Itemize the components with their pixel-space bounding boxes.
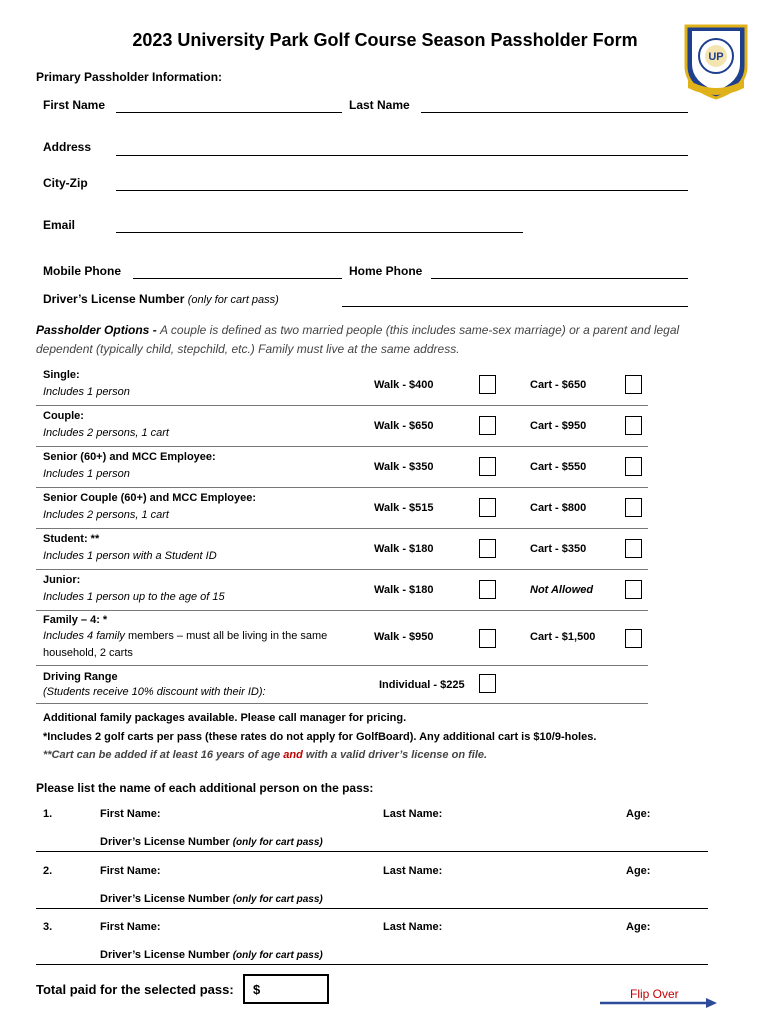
options-description (36, 323, 736, 337)
family-sub (43, 630, 327, 642)
person-number: 3. (43, 921, 53, 933)
person-age-label: Age: (626, 921, 651, 933)
family-sub-rest: members – must all be living in the same (124, 630, 328, 642)
note-cart-age-a: **Cart can be added if at least 16 years of age (43, 749, 284, 761)
range-sub: (Students receive 10% discount with their ID): (43, 686, 266, 698)
option-walk-price: Walk - $180 (374, 584, 434, 596)
email-field[interactable] (116, 232, 523, 233)
person-dl-label: Driver’s License Number (100, 893, 230, 905)
family-walk-checkbox[interactable] (479, 629, 496, 648)
range-price: Individual - $225 (379, 679, 465, 691)
mobile-phone-label: Mobile Phone (43, 264, 121, 278)
option-sub: Includes 2 persons, 1 cart (43, 427, 169, 439)
city-zip-field[interactable] (116, 190, 688, 191)
option-cart-price: Cart - $950 (530, 420, 587, 432)
row-divider (36, 569, 648, 570)
note-cart-age-c: with a valid driver’s license on file. (302, 749, 488, 761)
family-cart-price: Cart - $1,500 (530, 631, 596, 643)
option-walk-checkbox[interactable] (479, 539, 496, 558)
note-golf-carts: *Includes 2 golf carts per pass (these rates do not apply for GolfBoard). Any additional cart is $10/9-holes. (43, 731, 597, 743)
person-last-name-label: Last Name: (383, 865, 443, 877)
option-cart-price: Cart - $800 (530, 502, 587, 514)
option-name: Senior (60+) and MCC Employee: (43, 451, 216, 463)
person-age-label: Age: (626, 808, 651, 820)
option-cart-checkbox[interactable] (625, 539, 642, 558)
note-cart-age (43, 749, 487, 761)
options-desc-1: A couple is defined as two married people (this includes same-sex marriage) or a parent and legal (160, 323, 680, 337)
option-cart-price: Not Allowed (530, 584, 594, 596)
option-name: Senior Couple (60+) and MCC Employee: (43, 492, 257, 504)
note-additional-packages: Additional family packages available. Please call manager for pricing. (43, 712, 407, 724)
person-number: 1. (43, 808, 53, 820)
range-checkbox[interactable] (479, 674, 496, 693)
person-entry-line[interactable] (36, 964, 708, 965)
family-sub-italic: Includes 4 family (43, 630, 125, 642)
option-walk-price: Walk - $515 (374, 502, 434, 514)
person-number: 2. (43, 865, 53, 877)
drivers-license-field[interactable] (342, 306, 688, 307)
option-name: Junior: (43, 574, 81, 586)
total-label: Total paid for the selected pass: (36, 982, 234, 997)
row-divider (36, 487, 648, 488)
page-title: 2023 University Park Golf Course Season Passholder Form (132, 30, 638, 50)
total-input[interactable] (243, 974, 329, 1004)
last-name-field[interactable] (421, 112, 688, 113)
person-age-label: Age: (626, 865, 651, 877)
svg-text:UP: UP (708, 51, 724, 63)
person-first-name-label: First Name: (100, 865, 161, 877)
row-divider (36, 405, 648, 406)
city-zip-label: City-Zip (43, 176, 88, 190)
person-dl-note: (only for cart pass) (232, 894, 323, 905)
options-desc-2: dependent (typically child, stepchild, etc.) Family must live at the same address. (36, 342, 460, 356)
option-cart-checkbox[interactable] (625, 416, 642, 435)
person-last-name-label: Last Name: (383, 921, 443, 933)
option-walk-price: Walk - $650 (374, 420, 434, 432)
option-sub: Includes 2 persons, 1 cart (43, 509, 169, 521)
option-cart-price: Cart - $650 (530, 379, 587, 391)
option-cart-price: Cart - $550 (530, 461, 587, 473)
row-divider (36, 665, 648, 666)
option-walk-checkbox[interactable] (479, 416, 496, 435)
university-park-logo (678, 22, 754, 100)
email-label: Email (43, 218, 76, 232)
home-phone-label: Home Phone (349, 264, 423, 278)
family-walk-price: Walk - $950 (374, 631, 434, 643)
option-walk-price: Walk - $350 (374, 461, 434, 473)
address-field[interactable] (116, 155, 688, 156)
family-cart-checkbox[interactable] (625, 629, 642, 648)
option-walk-checkbox[interactable] (479, 375, 496, 394)
option-name: Couple: (43, 410, 84, 422)
person-dl-label: Driver’s License Number (100, 949, 230, 961)
total-currency: $ (253, 982, 261, 997)
last-name-label: Last Name (349, 98, 410, 112)
note-cart-age-and: and (283, 749, 303, 761)
option-sub: Includes 1 person up to the age of 15 (43, 591, 225, 603)
option-cart-price: Cart - $350 (530, 543, 587, 555)
person-dl-note: (only for cart pass) (232, 837, 323, 848)
additional-heading: Please list the name of each additional person on the pass: (36, 781, 374, 795)
first-name-label: First Name (43, 98, 106, 112)
person-drivers-license (100, 836, 323, 848)
family-sub-2: household, 2 carts (43, 647, 133, 659)
option-cart-checkbox[interactable] (625, 498, 642, 517)
option-sub: Includes 1 person with a Student ID (43, 550, 217, 562)
family-name: Family – 4: * (43, 614, 108, 626)
primary-heading: Primary Passholder Information: (36, 70, 223, 84)
option-walk-price: Walk - $180 (374, 543, 434, 555)
home-phone-field[interactable] (431, 278, 688, 279)
first-name-field[interactable] (116, 112, 342, 113)
person-entry-line[interactable] (36, 908, 708, 909)
person-dl-label: Driver’s License Number (100, 836, 230, 848)
flip-over-label: Flip Over (630, 987, 679, 1001)
arrow-right-icon (600, 997, 718, 1012)
person-entry-line[interactable] (36, 851, 708, 852)
option-cart-checkbox[interactable] (625, 457, 642, 476)
person-last-name-label: Last Name: (383, 808, 443, 820)
option-walk-checkbox[interactable] (479, 457, 496, 476)
person-first-name-label: First Name: (100, 921, 161, 933)
person-drivers-license (100, 893, 323, 905)
option-name: Single: (43, 369, 80, 381)
person-dl-note: (only for cart pass) (232, 950, 323, 961)
row-divider (36, 703, 648, 704)
option-cart-checkbox[interactable] (625, 580, 642, 599)
option-walk-price: Walk - $400 (374, 379, 434, 391)
option-name: Student: ** (43, 533, 100, 545)
person-first-name-label: First Name: (100, 808, 161, 820)
drivers-license-row (43, 292, 279, 306)
option-sub: Includes 1 person (43, 386, 130, 398)
person-drivers-license (100, 949, 323, 961)
row-divider (36, 446, 648, 447)
row-divider (36, 610, 648, 611)
option-walk-checkbox[interactable] (479, 580, 496, 599)
range-name: Driving Range (43, 671, 118, 683)
option-sub: Includes 1 person (43, 468, 130, 480)
address-label: Address (43, 140, 92, 154)
option-cart-checkbox[interactable] (625, 375, 642, 394)
row-divider (36, 528, 648, 529)
drivers-license-label: Driver’s License Number (43, 292, 185, 306)
options-heading: Passholder Options - (36, 323, 157, 337)
option-walk-checkbox[interactable] (479, 498, 496, 517)
drivers-license-note: (only for cart pass) (187, 294, 279, 306)
mobile-phone-field[interactable] (133, 278, 342, 279)
